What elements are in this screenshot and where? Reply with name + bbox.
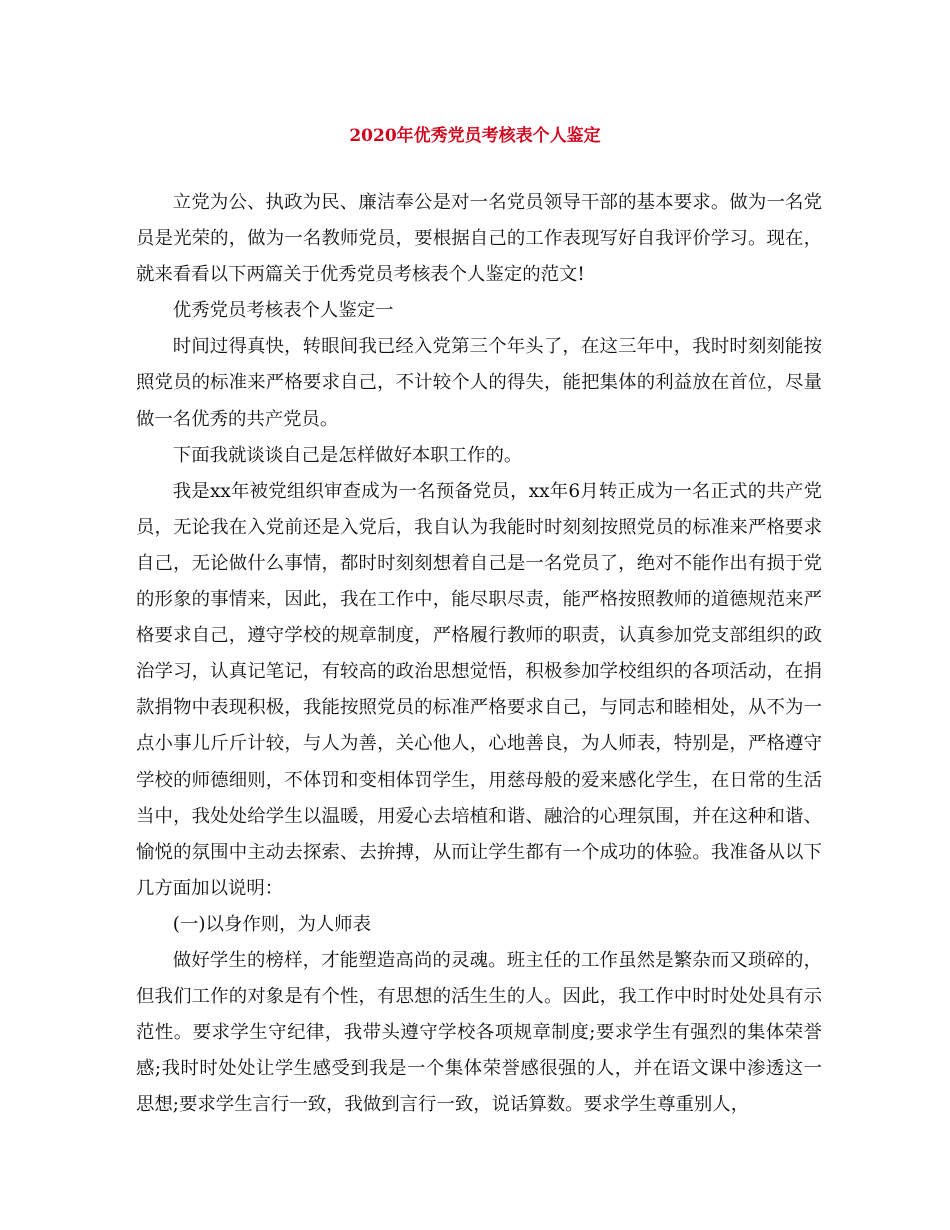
body-paragraph: 做好学生的榜样，才能塑造高尚的灵魂。班主任的工作虽然是繁杂而又琐碎的，但我们工作的对象是有个性，有思想的活生生的人。因此，我工作中时时处处具有示范性。要求学生守纪律，我带头遵守学校各项规章制度;要求学生有强烈的集体荣誉感;我时时处处让学生感受到我是一个集体荣誉感很强的人，并在语文课中渗透这一思想;要求学生言行一致，我做到言行一致，说话算数。要求学生尊重别人， [136, 949, 822, 1116]
intro-paragraph: 立党为公、执政为民、廉洁奉公是对一名党员领导干部的基本要求。做为一名党员是光荣的，做为一名教师党员，要根据自己的工作表现写好自我评价学习。现在，就来看看以下两篇关于优秀党员考核表个人鉴定的范文! [136, 192, 822, 286]
subsection-heading: (一)以身作则，为人师表 [172, 913, 372, 935]
body-paragraph: 我是xx年被党组织审查成为一名预备党员，xx年6月转正成为一名正式的共产党员，无论我在入党前还是入党后，我自认为我能时时刻刻按照党员的标准来严格要求自己，无论做什么事情，都时时刻刻想着自己是一名党员了，绝对不能作出有损于党的形象的事情来，因此，我在工作中，能尽职尽责，能严格按照教师的道德规范来严格要求自己，遵守学校的规章制度，严格履行教师的职责，认真参加党支部组织的政治学习，认真记笔记，有较高的政治思想觉悟，积极参加学校组织的各项活动，在捐款捐物中表现积极，我能按照党员的标准严格要求自己，与同志和睦相处，从不为一点小事儿斤斤计较，与人为善，关心他人，心地善良，为人师表，特别是，严格遵守学校的师德细则，不体罚和变相体罚学生，用慈母般的爱来感化学生，在日常的生活当中，我处处给学生以温暖，用爱心去培植和谐、融洽的心理氛围，并在这种和谐、愉悦的氛围中主动去探索、去拚搏，从而让学生都有一个成功的体验。我准备从以下几方面加以说明： [136, 480, 822, 899]
document-body [136, 185, 822, 1123]
document-title: 2020年优秀党员考核表个人鉴定 [349, 126, 601, 146]
section-heading: 优秀党员考核表个人鉴定一 [172, 300, 394, 322]
body-paragraph: 时间过得真快，转眼间我已经入党第三个年头了，在这三年中，我时时刻刻能按照党员的标准来严格要求自己，不计较个人的得失，能把集体的利益放在首位，尽量做一名优秀的共产党员。 [136, 336, 822, 430]
body-paragraph: 下面我就谈谈自己是怎样做好本职工作的。 [172, 444, 523, 466]
